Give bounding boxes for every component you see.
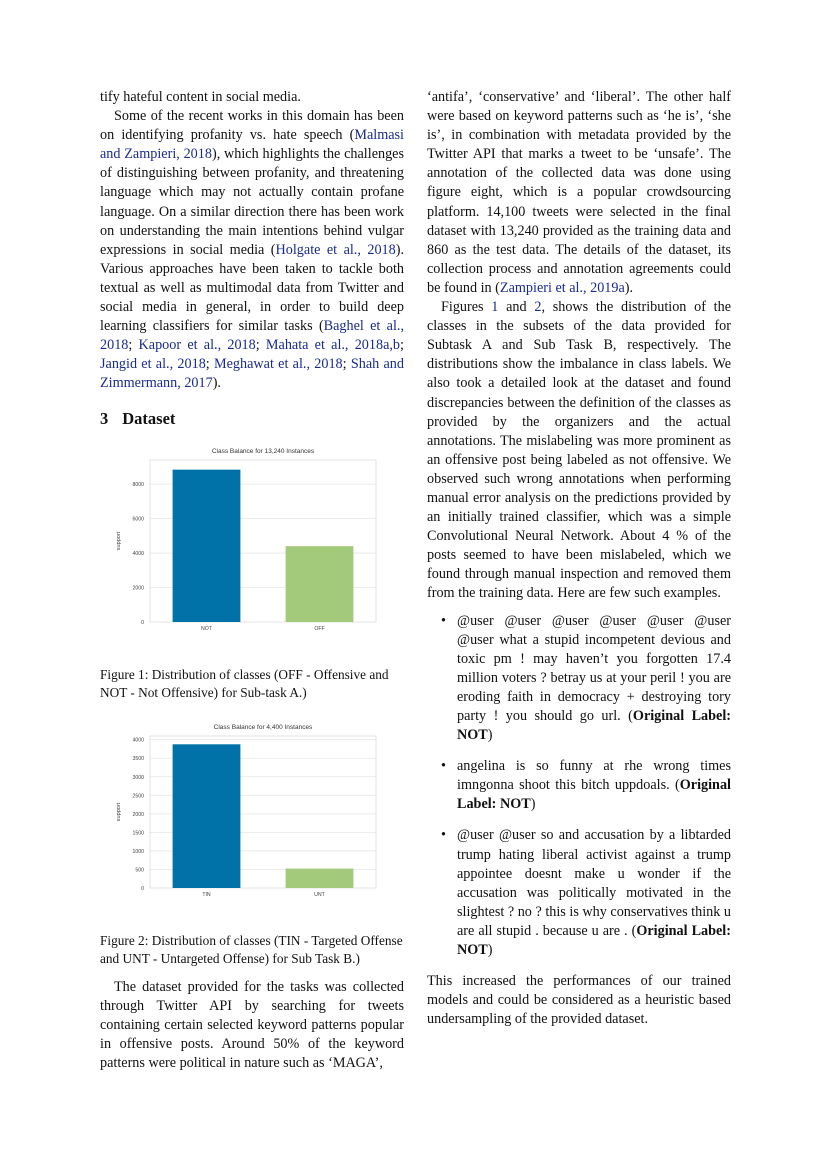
citation-link[interactable]: 1 [491,299,499,316]
y-tick-label: 1500 [132,829,144,836]
section-number: 3 [100,408,109,428]
x-tick-label: TIN [202,891,211,898]
y-tick-label: 4000 [132,737,144,744]
y-tick-label: 0 [141,619,144,626]
y-axis-label: support [116,531,122,550]
bullet: • [441,758,446,775]
examples-list [427,612,731,961]
y-tick-label: 0 [141,885,144,892]
y-tick-label: 2500 [132,792,144,799]
figure-2 [100,720,404,968]
paragraph-conclusion: This increased the performances of our trained models and could be considered as a heuristic based undersampling of the provided dataset. [427,973,731,1028]
right-column [427,88,731,1029]
y-tick-label: 2000 [132,811,144,818]
bar-tin [173,744,241,888]
y-tick-label: 500 [135,866,144,873]
y-tick-label: 3000 [132,774,144,781]
figure-2-chart [100,720,404,910]
paragraph-dataset-cont: ‘antifa’, ‘conservative’ and ‘liberal’. The other half were based on keyword patterns such as ‘he is’, ‘she is’, in combination with metadata provided by the Twitter API that marks a tweet to be ‘unsafe’. The annotation of the collected data was done using figure eight, which is a popular crowdsourcing platform. 14,100 tweets were selected in the final dataset with 13,240 provided as the training data and 860 as the test data. The details of the dataset, its collection process and annotation agreements could be found in (Zampieri et al., 2019a). [427,89,731,296]
citation-link[interactable]: Kapoor et al., 2018 [138,337,256,354]
y-tick-label: 4000 [132,550,144,557]
y-tick-label: 2000 [132,585,144,592]
bullet: • [441,827,446,844]
x-tick-label: UNT [314,891,325,898]
chart-title: Class Balance for 4,400 Instances [213,723,313,731]
list-item: • angelina is so funny at rhe wrong times imngonna shoot this bitch uppdoals. (Original Label: NOT) [441,758,731,813]
x-tick-label: NOT [201,625,212,632]
bar-not [173,469,241,621]
y-tick-label: 1000 [132,848,144,855]
y-axis-label: support [116,802,122,821]
section-heading [100,408,404,430]
paragraph-dataset: The dataset provided for the tasks was collected through Twitter API by searching for tweets containing certain selected keyword patterns popular in offensive posts. Around 50% of the keyword patterns were political in nature such as ‘MAGA’, [100,978,404,1071]
bullet: • [441,612,446,629]
citation-link[interactable]: Shah and Zimmermann, 2017 [100,356,404,392]
x-tick-label: OFF [314,625,325,632]
paragraph-figures: Figures 1 and 2, shows the distribution of the classes in the subsets of the data provided for Subtask A and Sub Task B, respectively. The distributions show the imbalance in class labels. We also took a detailed look at the dataset and found discrepancies between the definition of the classes as provided by the organizers and the actual annotations. The mislabeling was more prominent as an offensive post being labeled as not offensive. We observed such wrong annotations when performing manual error analysis on the predictions provided by an initially trained classifier, which was a simple Convolutional Neural Network. About 4 % of the posts seemed to have been mislabeled, which we found through manual inspection and removed them from the training data. Here are few such examples. [427,299,731,602]
paragraph-related-work: Some of the recent works in this domain has been on identifying profanity vs. hate speech (Malmasi and Zampieri, 2018), which highlights the challenges of distinguishing between profanity, and threatening language which may not actually contain profane language. On a similar direction there has been work on understanding the main intentions behind vulgar expressions in social media (Holgate et al., 2018). Various approaches have been taken to tackle both textual as well as multimodal data from Twitter and social media in general, in order to build deep learning classifiers for similar tasks (Baghel et al., 2018; Kapoor et al., 2018; Mahata et al., 2018a,b; Jangid et al., 2018; Meghawat et al., 2018; Shah and Zimmermann, 2017). [100,108,405,392]
left-column [100,88,404,1073]
citation-link[interactable]: Meghawat et al., 2018 [214,356,343,373]
chart-title: Class Balance for 13,240 Instances [211,447,315,455]
citation-link[interactable]: 2 [534,299,542,316]
figure-2-caption: Figure 2: Distribution of classes (TIN - Targeted Offense and UNT - Untargeted Offense) for Sub Task B.) [100,932,403,966]
citation-link[interactable]: Jangid et al., 2018 [100,356,206,373]
y-tick-label: 6000 [132,516,144,523]
citation-link[interactable]: Holgate et al., 2018 [275,241,396,258]
list-item: • @user @user @user @user @user @user @user what a stupid incompetent devious and toxic pm ! may haven’t you forgotten 17.4 million voters ? betray us at your peril ! you are eroding faith in democracy + destroying tory party ! you should go url. (Original Label: NOT) [441,612,731,744]
citation-link[interactable]: Malmasi and Zampieri, 2018 [100,127,404,163]
citation-link[interactable]: Zampieri et al., 2019a [499,279,625,296]
citation-link[interactable]: Mahata et al., 2018a,b [265,337,401,354]
y-tick-label: 8000 [132,481,144,488]
figure-1-chart [100,444,404,644]
list-item: • @user @user so and accusation by a libtarded trump hating liberal activist against a trump appointee doesnt make u wonder if the accusation was politically motivated in the slightest ? no ? this is why conservatives think u are all stupid . because u are . (Original Label: NOT) [441,827,731,959]
figure-1 [100,444,404,702]
bar-unt [286,868,354,887]
figure-1-caption: Figure 1: Distribution of classes (OFF - Offensive and NOT - Not Offensive) for Sub-task A.) [100,666,389,700]
bar-off [286,546,354,622]
citation-link[interactable]: Baghel et al., 2018 [100,318,404,354]
y-tick-label: 3500 [132,755,144,762]
section-title: Dataset [122,408,176,428]
paragraph-intro-end: tify hateful content in social media. [100,89,301,105]
